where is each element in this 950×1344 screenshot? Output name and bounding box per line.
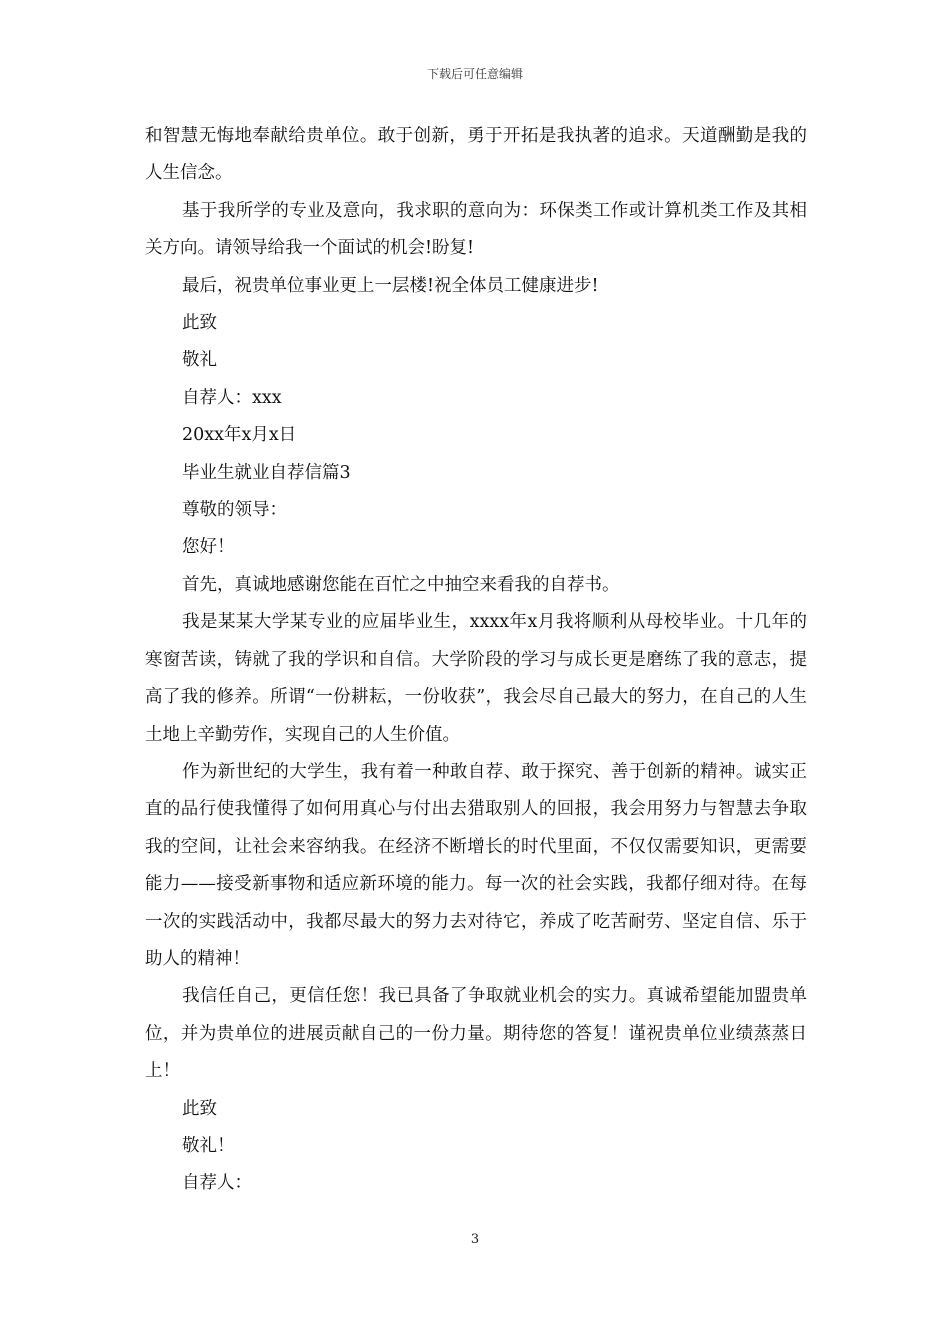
- paragraph: 敬礼: [182, 350, 217, 371]
- paragraph: 20xx年x月x日: [182, 425, 297, 446]
- paragraph: 我是某某大学某专业的应届毕业生，xxxx年x月我将顺利从母校毕业。十几年的寒窗苦读，铸就了我的学识和自信。大学阶段的学习与成长更是磨练了我的意志，提高了我的修养。所谓“一份耕耘，一份收获”，我会尽自己最大的努力，在自己的人生土地上辛勤劳作，实现自己的人生价值。: [145, 612, 807, 745]
- paragraph: 我信任自己，更信任您！我已具备了争取就业机会的实力。真诚希望能加盟贵单位，并为贵单位的进展贡献自己的一份力量。期待您的答复！谨祝贵单位业绩蒸蒸日上！: [145, 986, 807, 1082]
- page-number: 3: [470, 1232, 480, 1247]
- paragraph: 尊敬的领导：: [182, 500, 287, 521]
- paragraph: 和智慧无悔地奉献给贵单位。敢于创新，勇于开拓是我执著的追求。天道酬勤是我的人生信念。: [145, 126, 807, 184]
- paragraph: 自荐人：: [182, 1173, 252, 1194]
- paragraph: 此致: [182, 1098, 217, 1119]
- paragraph: 最后，祝贵单位事业更上一层楼!祝全体员工健康进步!: [182, 275, 599, 296]
- paragraph: 自荐人：xxx: [182, 387, 282, 408]
- paragraph: 敬礼！: [182, 1135, 235, 1156]
- paragraph: 此致: [182, 313, 217, 334]
- header-note: 下载后可任意编辑: [426, 67, 523, 81]
- document-body: [145, 118, 807, 1203]
- paragraph: 基于我所学的专业及意向，我求职的意向为：环保类工作或计算机类工作及其相关方向。请领导给我一个面试的机会!盼复!: [145, 200, 807, 259]
- paragraph: 毕业生就业自荐信篇3: [182, 462, 351, 483]
- paragraph: 作为新世纪的大学生，我有着一种敢自荐、敢于探究、善于创新的精神。诚实正直的品行使我懂得了如何用真心与付出去猎取别人的回报，我会用努力与智慧去争取我的空间，让社会来容纳我。在经济不断增长的时代里面，不仅仅需要知识，更需要能力——接受新事物和适应新环境的能力。每一次的社会实践，我都仔细对待。在每一次的实践活动中，我都尽最大的努力去对待它，养成了吃苦耐劳、坚定自信、乐于助人的精神！: [145, 761, 807, 969]
- paragraph: 您好！: [182, 537, 235, 558]
- paragraph: 首先，真诚地感谢您能在百忙之中抽空来看我的自荐书。: [182, 574, 620, 595]
